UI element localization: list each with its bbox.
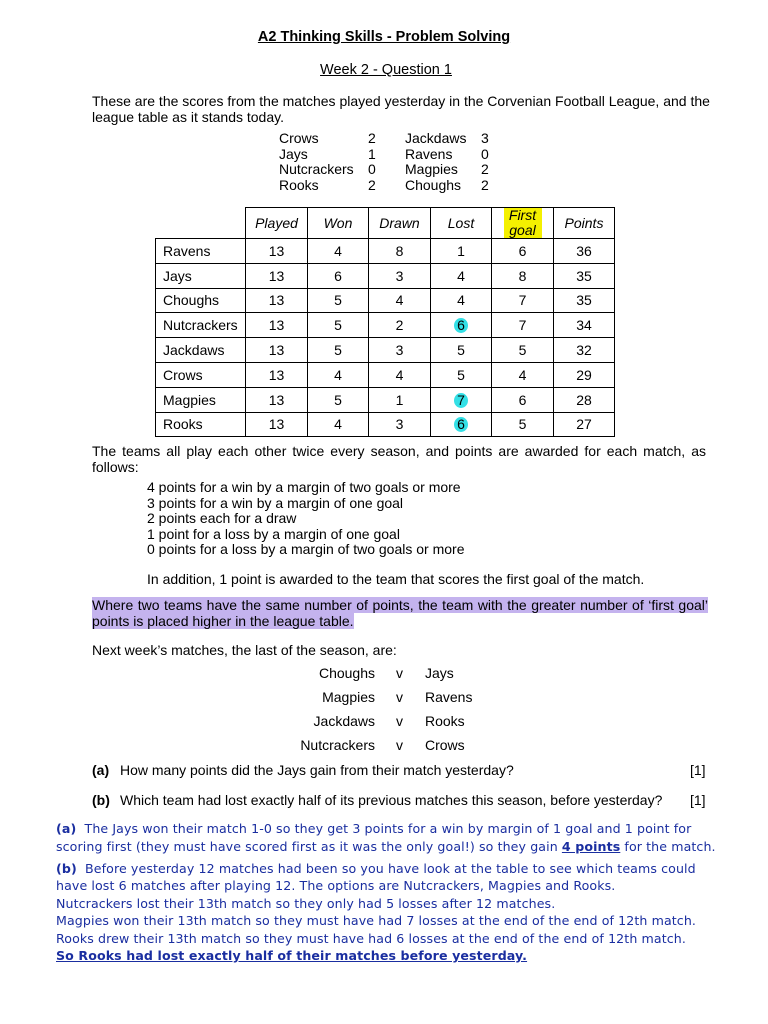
- page-subtitle: Week 2 - Question 1: [320, 62, 452, 78]
- next-match-away: Jays: [425, 665, 454, 681]
- cell-first-goal: 7: [492, 288, 554, 313]
- league-table: [155, 207, 615, 437]
- score-away-team: Ravens: [405, 145, 453, 162]
- next-week-intro: Next week’s matches, the last of the season, are:: [92, 642, 397, 658]
- cell-drawn: 1: [369, 387, 431, 412]
- header-lost: Lost: [431, 208, 492, 239]
- next-match-home: Nutcrackers: [300, 737, 375, 753]
- question-marks: [1]: [690, 762, 706, 778]
- answer-line: [56, 860, 756, 877]
- cell-won: 6: [308, 263, 369, 288]
- cell-drawn: 3: [369, 338, 431, 363]
- next-match-home: Magpies: [322, 689, 375, 705]
- cell-lost: 5: [431, 362, 492, 387]
- cell-drawn: 2: [369, 313, 431, 338]
- header-played: Played: [246, 208, 308, 239]
- answer-b: [56, 860, 756, 964]
- lost-circle-marker: 7: [454, 393, 468, 408]
- question-marks: [1]: [690, 792, 706, 808]
- cell-lost: [431, 387, 492, 412]
- answer-label: (a): [56, 821, 77, 836]
- cell-played: 13: [246, 412, 308, 437]
- score-away-goals: 2: [481, 161, 489, 177]
- cell-played: 13: [246, 338, 308, 363]
- first-goal-rule: In addition, 1 point is awarded to the team that scores the first goal of the match.: [147, 571, 645, 587]
- answer-label: (b): [56, 861, 77, 876]
- answer-emphasis: 4 points: [561, 838, 621, 854]
- next-match-home: Choughs: [318, 665, 375, 681]
- page-title: A2 Thinking Skills - Problem Solving: [257, 29, 511, 45]
- team-name: Nutcrackers: [156, 313, 246, 338]
- score-home-goals: 0: [368, 161, 376, 177]
- table-row: [156, 263, 615, 288]
- rule-item: 4 points for a win by a margin of two goals or more: [147, 479, 461, 495]
- answer-text: for the match.: [620, 838, 716, 854]
- cell-first-goal: 5: [492, 338, 554, 363]
- next-match-away: Rooks: [425, 713, 465, 729]
- team-name: Choughs: [156, 288, 246, 313]
- team-name: Magpies: [156, 387, 246, 412]
- cell-played: 13: [246, 362, 308, 387]
- team-name: Crows: [156, 362, 246, 387]
- score-away-team: Jackdaws: [405, 130, 467, 146]
- cell-lost: 5: [431, 338, 492, 363]
- cell-points: 32: [554, 338, 615, 363]
- cell-played: 13: [246, 288, 308, 313]
- table-row: [156, 313, 615, 338]
- answer-text: Before yesterday 12 matches had been so you have look at the table to see which teams could: [85, 861, 696, 876]
- intro-paragraph: These are the scores from the matches played yesterday in the Corvenian Football League, and the league table as it stands today.: [92, 93, 710, 125]
- score-away-goals: 0: [481, 145, 489, 162]
- next-match-vs: v: [396, 713, 403, 729]
- answer-line: Rooks drew their 13th match so they must have had 6 losses at the end of the end of 12th match.: [56, 930, 686, 946]
- cell-won: 4: [308, 412, 369, 437]
- cell-points: 27: [554, 412, 615, 437]
- cell-points: 36: [554, 239, 615, 264]
- answer-conclusion: [56, 947, 756, 964]
- score-away-goals: 2: [481, 176, 489, 193]
- question-text: Which team had lost exactly half of its previous matches this season, before yesterday?: [120, 792, 663, 808]
- cell-drawn: 3: [369, 263, 431, 288]
- rule-item: 0 points for a loss by a margin of two goals or more: [147, 541, 465, 557]
- cell-first-goal: 8: [492, 263, 554, 288]
- cell-won: 4: [308, 362, 369, 387]
- cell-drawn: 4: [369, 362, 431, 387]
- score-away-team: Choughs: [405, 176, 462, 193]
- rule-item: 1 point for a loss by a margin of one goal: [147, 526, 400, 542]
- tiebreak-highlight: Where two teams have the same number of points, the team with the greater number of ‘first goal’ points is placed higher in the league table.: [92, 597, 708, 629]
- question-text: How many points did the Jays gain from their match yesterday?: [120, 762, 514, 778]
- cell-points: 28: [554, 387, 615, 412]
- cell-won: 5: [308, 288, 369, 313]
- header-won: Won: [308, 208, 369, 239]
- table-corner: [156, 208, 246, 239]
- cell-played: 13: [246, 239, 308, 264]
- next-match-away: Crows: [425, 737, 465, 753]
- answer-text: The Jays won their match 1-0 so they get 3 points for a win by margin of 1 goal and 1 point for: [84, 821, 692, 836]
- rules-intro: The teams all play each other twice every season, and points are awarded for each match, as follows:: [92, 443, 706, 475]
- cell-first-goal: 4: [492, 362, 554, 387]
- team-name: Ravens: [156, 239, 246, 264]
- next-match-vs: v: [396, 665, 403, 681]
- question-label: (b): [92, 792, 110, 808]
- lost-circle-marker: 6: [454, 318, 468, 333]
- answer-line: have lost 6 matches after playing 12. The options are Nutcrackers, Magpies and Rooks.: [56, 878, 616, 894]
- table-row: [156, 288, 615, 313]
- score-away-goals: 3: [481, 130, 489, 146]
- answer-line: [56, 838, 756, 856]
- score-home-team: Rooks: [279, 176, 319, 193]
- table-row: [156, 239, 615, 264]
- table-row: [156, 362, 615, 387]
- first-goal-highlight: First goal: [504, 208, 542, 238]
- cell-played: 13: [246, 387, 308, 412]
- cell-first-goal: 6: [492, 239, 554, 264]
- answer-conclusion-text: So Rooks had lost exactly half of their matches before yesterday.: [56, 948, 528, 964]
- cell-points: 34: [554, 313, 615, 338]
- cell-lost: [431, 412, 492, 437]
- answer-line: [56, 820, 756, 838]
- team-name: Rooks: [156, 412, 246, 437]
- next-match-vs: v: [396, 737, 403, 753]
- question-label: (a): [92, 762, 110, 778]
- cell-points: 35: [554, 263, 615, 288]
- cell-drawn: 3: [369, 412, 431, 437]
- cell-played: 13: [246, 263, 308, 288]
- score-home-goals: 1: [368, 145, 376, 162]
- cell-won: 5: [308, 387, 369, 412]
- next-match-vs: v: [396, 689, 403, 705]
- cell-first-goal: 5: [492, 412, 554, 437]
- score-away-team: Magpies: [405, 161, 458, 177]
- rule-item: 3 points for a win by a margin of one goal: [147, 495, 404, 511]
- team-name: Jackdaws: [156, 338, 246, 363]
- header-points: Points: [554, 208, 615, 239]
- cell-lost: [431, 313, 492, 338]
- score-home-team: Jays: [279, 145, 308, 162]
- header-first-goal: [492, 208, 554, 239]
- cell-first-goal: 6: [492, 387, 554, 412]
- table-row: [156, 412, 615, 437]
- team-name: Jays: [156, 263, 246, 288]
- cell-lost: 1: [431, 239, 492, 264]
- cell-lost: 4: [431, 288, 492, 313]
- answer-text: scoring first (they must have scored first as it was the only goal!) so they gain: [56, 838, 562, 854]
- header-drawn: Drawn: [369, 208, 431, 239]
- cell-won: 5: [308, 313, 369, 338]
- lost-circle-marker: 6: [454, 417, 468, 432]
- cell-first-goal: 7: [492, 313, 554, 338]
- cell-played: 13: [246, 313, 308, 338]
- answer-line: Magpies won their 13th match so they must have had 7 losses at the end of the end of 12th match.: [56, 913, 697, 929]
- table-header-row: [156, 208, 615, 239]
- score-home-goals: 2: [368, 130, 376, 146]
- next-match-home: Jackdaws: [313, 713, 375, 729]
- cell-points: 29: [554, 362, 615, 387]
- cell-drawn: 4: [369, 288, 431, 313]
- cell-points: 35: [554, 288, 615, 313]
- table-row: [156, 338, 615, 363]
- table-row: [156, 387, 615, 412]
- cell-lost: 4: [431, 263, 492, 288]
- cell-drawn: 8: [369, 239, 431, 264]
- answer-line: Nutcrackers lost their 13th match so they only had 5 losses after 12 matches.: [56, 895, 556, 911]
- score-home-team: Nutcrackers: [279, 161, 354, 177]
- rule-item: 2 points each for a draw: [147, 510, 297, 526]
- answer-a: [56, 820, 756, 855]
- score-home-goals: 2: [368, 176, 376, 193]
- cell-won: 4: [308, 239, 369, 264]
- cell-won: 5: [308, 338, 369, 363]
- score-home-team: Crows: [279, 130, 319, 146]
- tiebreak-paragraph: [92, 597, 708, 629]
- next-match-away: Ravens: [425, 689, 473, 705]
